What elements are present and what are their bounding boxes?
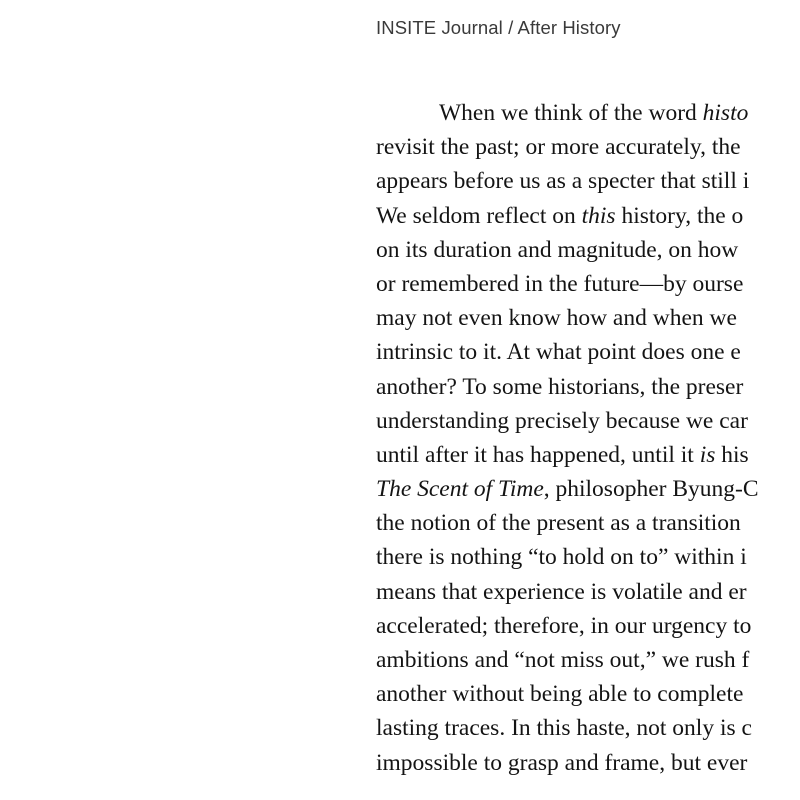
text-line [376, 370, 800, 404]
text-run: another without being able to complete [376, 681, 744, 708]
text-run: appears before us as a specter that still i [376, 168, 750, 195]
text-run: his [715, 441, 749, 468]
text-run: or remembered in the future—by ourse [376, 270, 744, 297]
text-run: means that experience is volatile and er [376, 578, 747, 605]
text-run: until after it has happened, until it [376, 441, 700, 468]
text-line [376, 746, 800, 780]
text-line [376, 677, 800, 711]
text-line [376, 335, 800, 369]
text-run: accelerated; therefore, in our urgency to [376, 612, 752, 639]
text-run: there is nothing “to hold on to” within i [376, 544, 747, 571]
text-run: the notion of the present as a transition [376, 510, 741, 537]
text-line [376, 609, 800, 643]
text-line [376, 506, 800, 540]
italic-text: is [699, 441, 716, 468]
text-line [376, 643, 800, 677]
italic-text: histo [702, 100, 749, 126]
text-run: ambitions and “not miss out,” we rush f [376, 647, 750, 673]
text-line [376, 199, 800, 233]
text-line [376, 164, 800, 198]
text-run: another? To some historians, the preser [376, 373, 744, 400]
text-run: lasting traces. In this haste, not only is c [376, 715, 752, 742]
running-header: INSITE Journal / After History [376, 17, 621, 38]
text-line [376, 472, 800, 506]
text-line [376, 301, 800, 335]
text-line [376, 540, 800, 574]
text-run: history, the o [615, 202, 744, 229]
text-line [376, 404, 800, 438]
text-run: on its duration and magnitude, on how [376, 236, 739, 263]
text-run: intrinsic to it. At what point does one e [376, 339, 741, 366]
text-line [376, 267, 800, 301]
text-line [376, 575, 800, 609]
text-run: We seldom reflect on [376, 202, 582, 229]
text-run: impossible to grasp and frame, but ever [376, 749, 748, 776]
text-line [376, 438, 800, 472]
text-run: understanding precisely because we car [376, 407, 748, 434]
text-line [376, 96, 800, 130]
text-run: revisit the past; or more accurately, the [376, 134, 741, 161]
text-run: , philosopher Byung-C [543, 476, 759, 503]
italic-text: The Scent of Time [376, 476, 544, 503]
text-run: When we think of the word [439, 100, 703, 126]
text-line [376, 711, 800, 745]
text-line [376, 233, 800, 267]
italic-text: this [581, 202, 616, 229]
text-line [376, 130, 800, 164]
text-run: may not even know how and when we [376, 305, 737, 332]
article-body [376, 96, 800, 780]
